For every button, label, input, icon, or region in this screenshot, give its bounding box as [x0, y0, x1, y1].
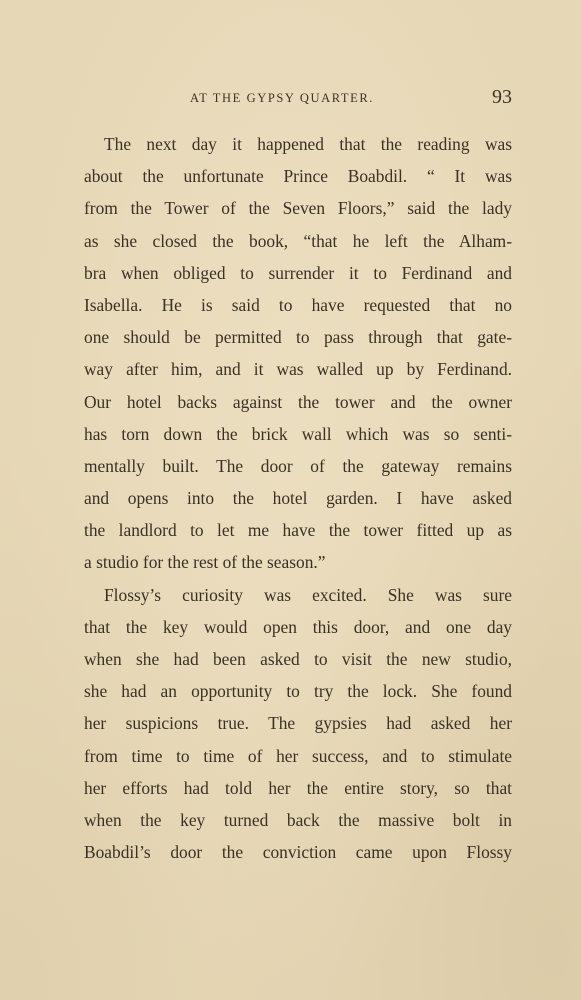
text-line: that the key would open this door, and one day: [84, 616, 512, 637]
text-line: from the Tower of the Seven Floors,” said the lady: [84, 198, 512, 219]
text-line: a studio for the rest of the season.”: [84, 552, 326, 573]
running-head: [82, 88, 512, 118]
text-line: when the key turned back the massive bolt in: [84, 809, 512, 830]
text-line: Flossy’s curiosity was excited. She was sure: [104, 584, 512, 605]
text-line: Isabella. He is said to have requested that no: [84, 294, 512, 315]
text-line: way after him, and it was walled up by Ferdinand.: [84, 359, 512, 380]
body-text: [84, 128, 512, 868]
text-line: The next day it happened that the reading was: [104, 134, 512, 154]
text-line: as she closed the book, “that he left the Alham-: [84, 230, 512, 251]
text-line: Our hotel backs against the tower and the owner: [84, 391, 512, 412]
text-line: her efforts had told her the entire story, so that: [84, 777, 512, 798]
text-line: about the unfortunate Prince Boabdil. “ It was: [84, 166, 512, 187]
text-line: bra when obliged to surrender it to Ferdinand and: [84, 262, 512, 283]
text-line: and opens into the hotel garden. I have asked: [84, 488, 512, 509]
text-line: the landlord to let me have the tower fitted up as: [84, 520, 512, 541]
text-line: one should be permitted to pass through that gate-: [84, 327, 512, 348]
text-line: from time to time of her success, and to stimulate: [84, 745, 512, 766]
page-number: 93: [492, 86, 512, 108]
text-line: she had an opportunity to try the lock. She found: [84, 681, 512, 702]
running-head-title: AT THE GYPSY QUARTER.: [190, 91, 375, 105]
text-line: when she had been asked to visit the new studio,: [84, 649, 512, 669]
text-line: mentally built. The door of the gateway remains: [84, 455, 512, 476]
text-line: has torn down the brick wall which was so senti-: [84, 423, 512, 444]
text-line: her suspicions true. The gypsies had asked her: [84, 713, 512, 734]
text-line: Boabdil’s door the conviction came upon Flossy: [84, 842, 512, 863]
